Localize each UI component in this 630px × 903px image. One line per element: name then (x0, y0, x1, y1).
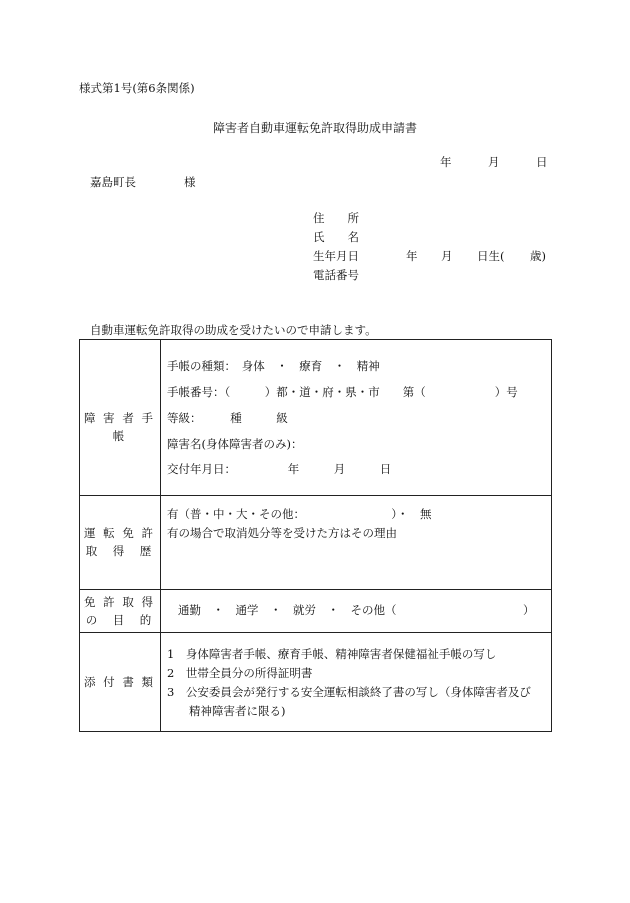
date-day-label: 日 (536, 155, 548, 169)
attachment-item-1: 1 身体障害者手帳、療育手帳、精神障害者保健福祉手帳の写し (167, 647, 497, 661)
issue-date-field[interactable]: 交付年月日： 年 月 日 (167, 462, 392, 476)
applicant-name-label: 氏 名 (313, 230, 359, 244)
license-history-row-label (79, 525, 160, 561)
addressee: 嘉島町長 (90, 175, 136, 189)
purpose-row-label (79, 594, 160, 630)
date-month-label: 月 (488, 155, 500, 169)
birth-month-label: 月 (441, 249, 453, 263)
handbook-row-label: 障 害 者 手 帳 (84, 411, 155, 443)
handbook-type-field[interactable]: 手帳の種類： 身体 ・ 療育 ・ 精神 (167, 359, 380, 373)
application-table (79, 339, 552, 732)
date-year-label: 年 (440, 155, 452, 169)
attachment-item-3-continued: 精神障害者に限る) (189, 704, 286, 718)
honorific: 様 (184, 175, 196, 189)
applicant-address-label: 住 所 (313, 211, 359, 225)
handbook-number-field[interactable]: 手帳番号：（ ）都・道・府・県・市 第（ ）号 (167, 385, 518, 399)
table-border-bottom (79, 731, 552, 732)
license-history-label-line1: 運 転 免 許 (84, 526, 155, 540)
form-number: 様式第1号(第6条関係) (79, 81, 195, 95)
table-divider-3 (79, 632, 552, 633)
birth-day-label: 日生( (477, 249, 505, 263)
license-history-field[interactable]: 有（普・中・大・その他： ）・ 無 (167, 507, 432, 521)
purpose-label-line1: 免 許 取 得 (84, 595, 155, 609)
handbook-grade-field[interactable]: 等級： 種 級 (167, 411, 288, 425)
birth-age-label: 歳) (530, 249, 546, 263)
birth-year-label: 年 (406, 249, 418, 263)
table-divider-1 (79, 495, 552, 496)
table-divider-2 (79, 589, 552, 590)
attachment-item-2: 2 世帯全員分の所得証明書 (167, 666, 313, 680)
license-revocation-reason-field[interactable]: 有の場合で取消処分等を受けた方はその理由 (167, 526, 397, 540)
applicant-birthdate-label: 生年月日 (313, 249, 359, 263)
applicant-phone-label: 電話番号 (313, 268, 359, 282)
attachments-row-label: 添 付 書 類 (84, 675, 155, 689)
purpose-label-line2: の 目 的 (85, 612, 154, 627)
table-column-divider (160, 339, 161, 732)
purpose-field[interactable]: 通勤 ・ 通学 ・ 就労 ・ その他（ ） (178, 603, 535, 617)
table-border-right (551, 339, 552, 732)
application-statement: 自動車運転免許取得の助成を受けたいので申請します。 (90, 323, 377, 337)
license-history-label-line2: 取 得 歴 (85, 543, 154, 558)
disability-name-field[interactable]: 障害名(身体障害者のみ)： (167, 437, 303, 451)
document-title: 障害者自動車運転免許取得助成申請書 (212, 121, 417, 135)
table-border-top (79, 339, 552, 340)
attachment-item-3: 3 公安委員会が発行する安全運転相談終了書の写し（身体障害者及び (167, 685, 531, 699)
